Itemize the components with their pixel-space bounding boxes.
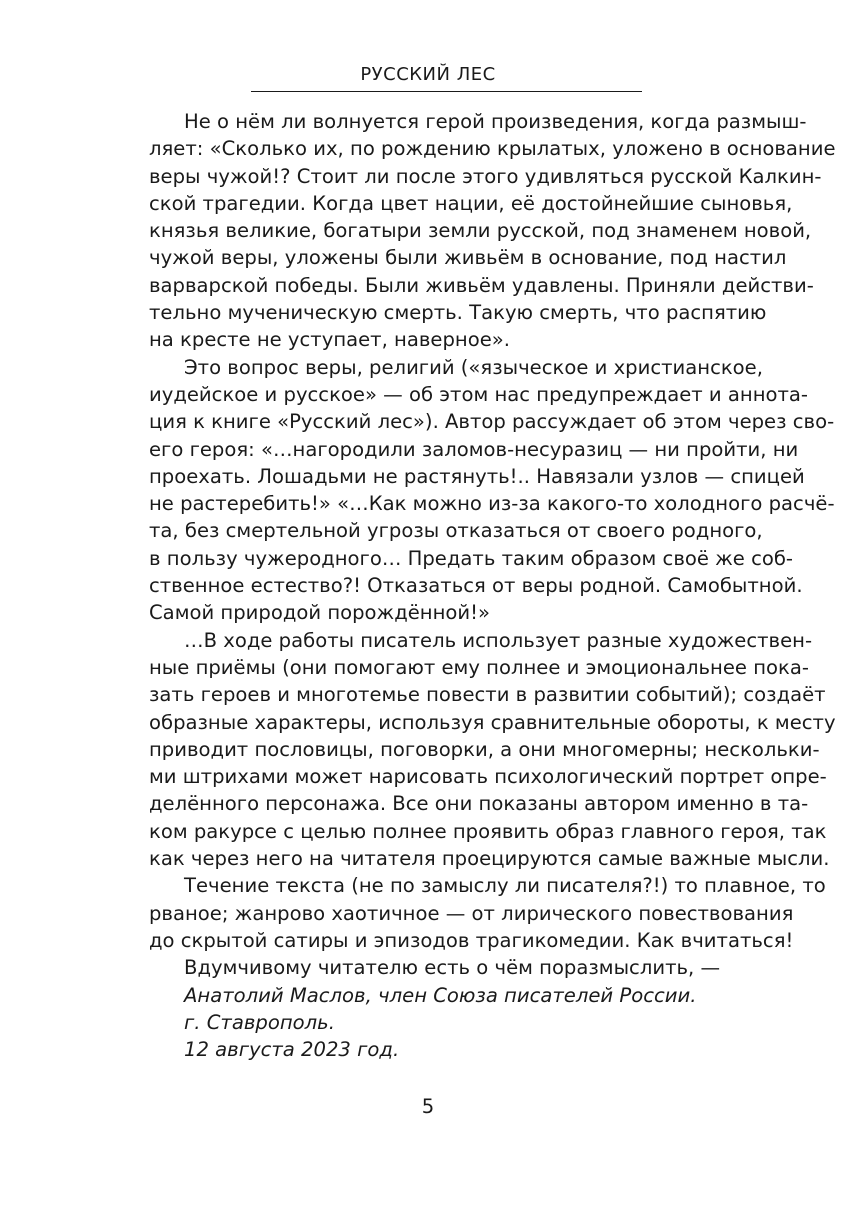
text-line: ской трагедии. Когда цвет нации, её достойнейшие сыновья, — [149, 191, 793, 215]
text-line: тельно мученическую смерть. Такую смерть, что распятию — [149, 301, 767, 325]
text-line: на кресте не уступает, наверное». — [149, 328, 510, 352]
text-line: ми штрихами может нарисовать психологический портрет опре- — [149, 765, 827, 789]
text-line: рваное; жанрово хаотичное — от лирического повествования — [149, 901, 794, 925]
text-line: Не о нём ли волнуется герой произведения, когда размыш- — [184, 110, 807, 133]
text-line: не растеребить!» «…Как можно из-за какого-то холодного расчё- — [149, 492, 835, 516]
text-line: ные приёмы (они помогают ему полнее и эмоциональнее пока- — [149, 655, 809, 679]
text-line: чужой веры, уложены были живьём в основание, под настил — [149, 246, 787, 270]
signature-date: 12 августа 2023 год. — [184, 1038, 400, 1062]
text-line: та, без смертельной угрозы отказаться от своего родного, — [149, 519, 763, 543]
text-line: ция к книге «Русский лес»). Автор рассуждает об этом через сво- — [149, 410, 835, 434]
header-rule — [251, 91, 642, 92]
page-number: 5 — [421, 1095, 435, 1118]
text-line: проехать. Лошадьми не растянуть!.. Навязали узлов — спицей — [149, 464, 805, 488]
text-line: князья великие, богатыри земли русской, под знаменем новой, — [149, 219, 812, 243]
text-line: Течение текста (не по замыслу ли писателя?!) то плавное, то — [184, 874, 826, 898]
text-line: ственное естество?! Отказаться от веры родной. Самобытной. — [149, 574, 803, 598]
text-line: ком ракурсе с целью полнее проявить образ главного героя, так — [149, 819, 827, 843]
signature-city: г. Ставрополь. — [184, 1010, 335, 1034]
text-line: его героя: «…нагородили заломов-несуразиц — ни пройти, ни — [149, 437, 799, 461]
signature-author: Анатолий Маслов, член Союза писателей России. — [184, 983, 697, 1007]
text-line: до скрытой сатиры и эпизодов трагикомедии. Как вчитаться! — [149, 928, 794, 952]
text-line: приводит пословицы, поговорки, а они многомерны; нескольки- — [149, 737, 820, 761]
text-line: ляет: «Сколько их, по рождению крылатых, уложено в основание — [149, 137, 836, 161]
text-line: делённого персонажа. Все они показаны автором именно в та- — [149, 792, 809, 816]
text-line: Это вопрос веры, религий («языческое и христианское, — [184, 355, 763, 379]
text-line: веры чужой!? Стоит ли после этого удивляться русской Калкин- — [149, 164, 822, 188]
text-line: варварской победы. Были живьём удавлены. Приняли действи- — [149, 273, 814, 297]
text-line: как через него на читателя проецируются самые важные мысли. — [149, 847, 830, 871]
running-head-title: РУССКИЙ ЛЕС — [360, 64, 496, 85]
text-line: …В ходе работы писатель использует разные художествен- — [184, 628, 813, 652]
body-text — [149, 108, 836, 1063]
text-line: образные характеры, используя сравнительные обороты, к месту — [149, 710, 836, 734]
text-line: зать героев и многотемье повести в развитии событий); создаёт — [149, 683, 826, 707]
text-line: в пользу чужеродного… Предать таким образом своё же соб- — [149, 546, 793, 570]
text-line: Вдумчивому читателю есть о чём поразмыслить, — — [184, 956, 721, 980]
text-line: Самой природой порождённой!» — [149, 601, 490, 625]
text-line: иудейское и русское» — об этом нас предупреждает и аннота- — [149, 382, 809, 406]
